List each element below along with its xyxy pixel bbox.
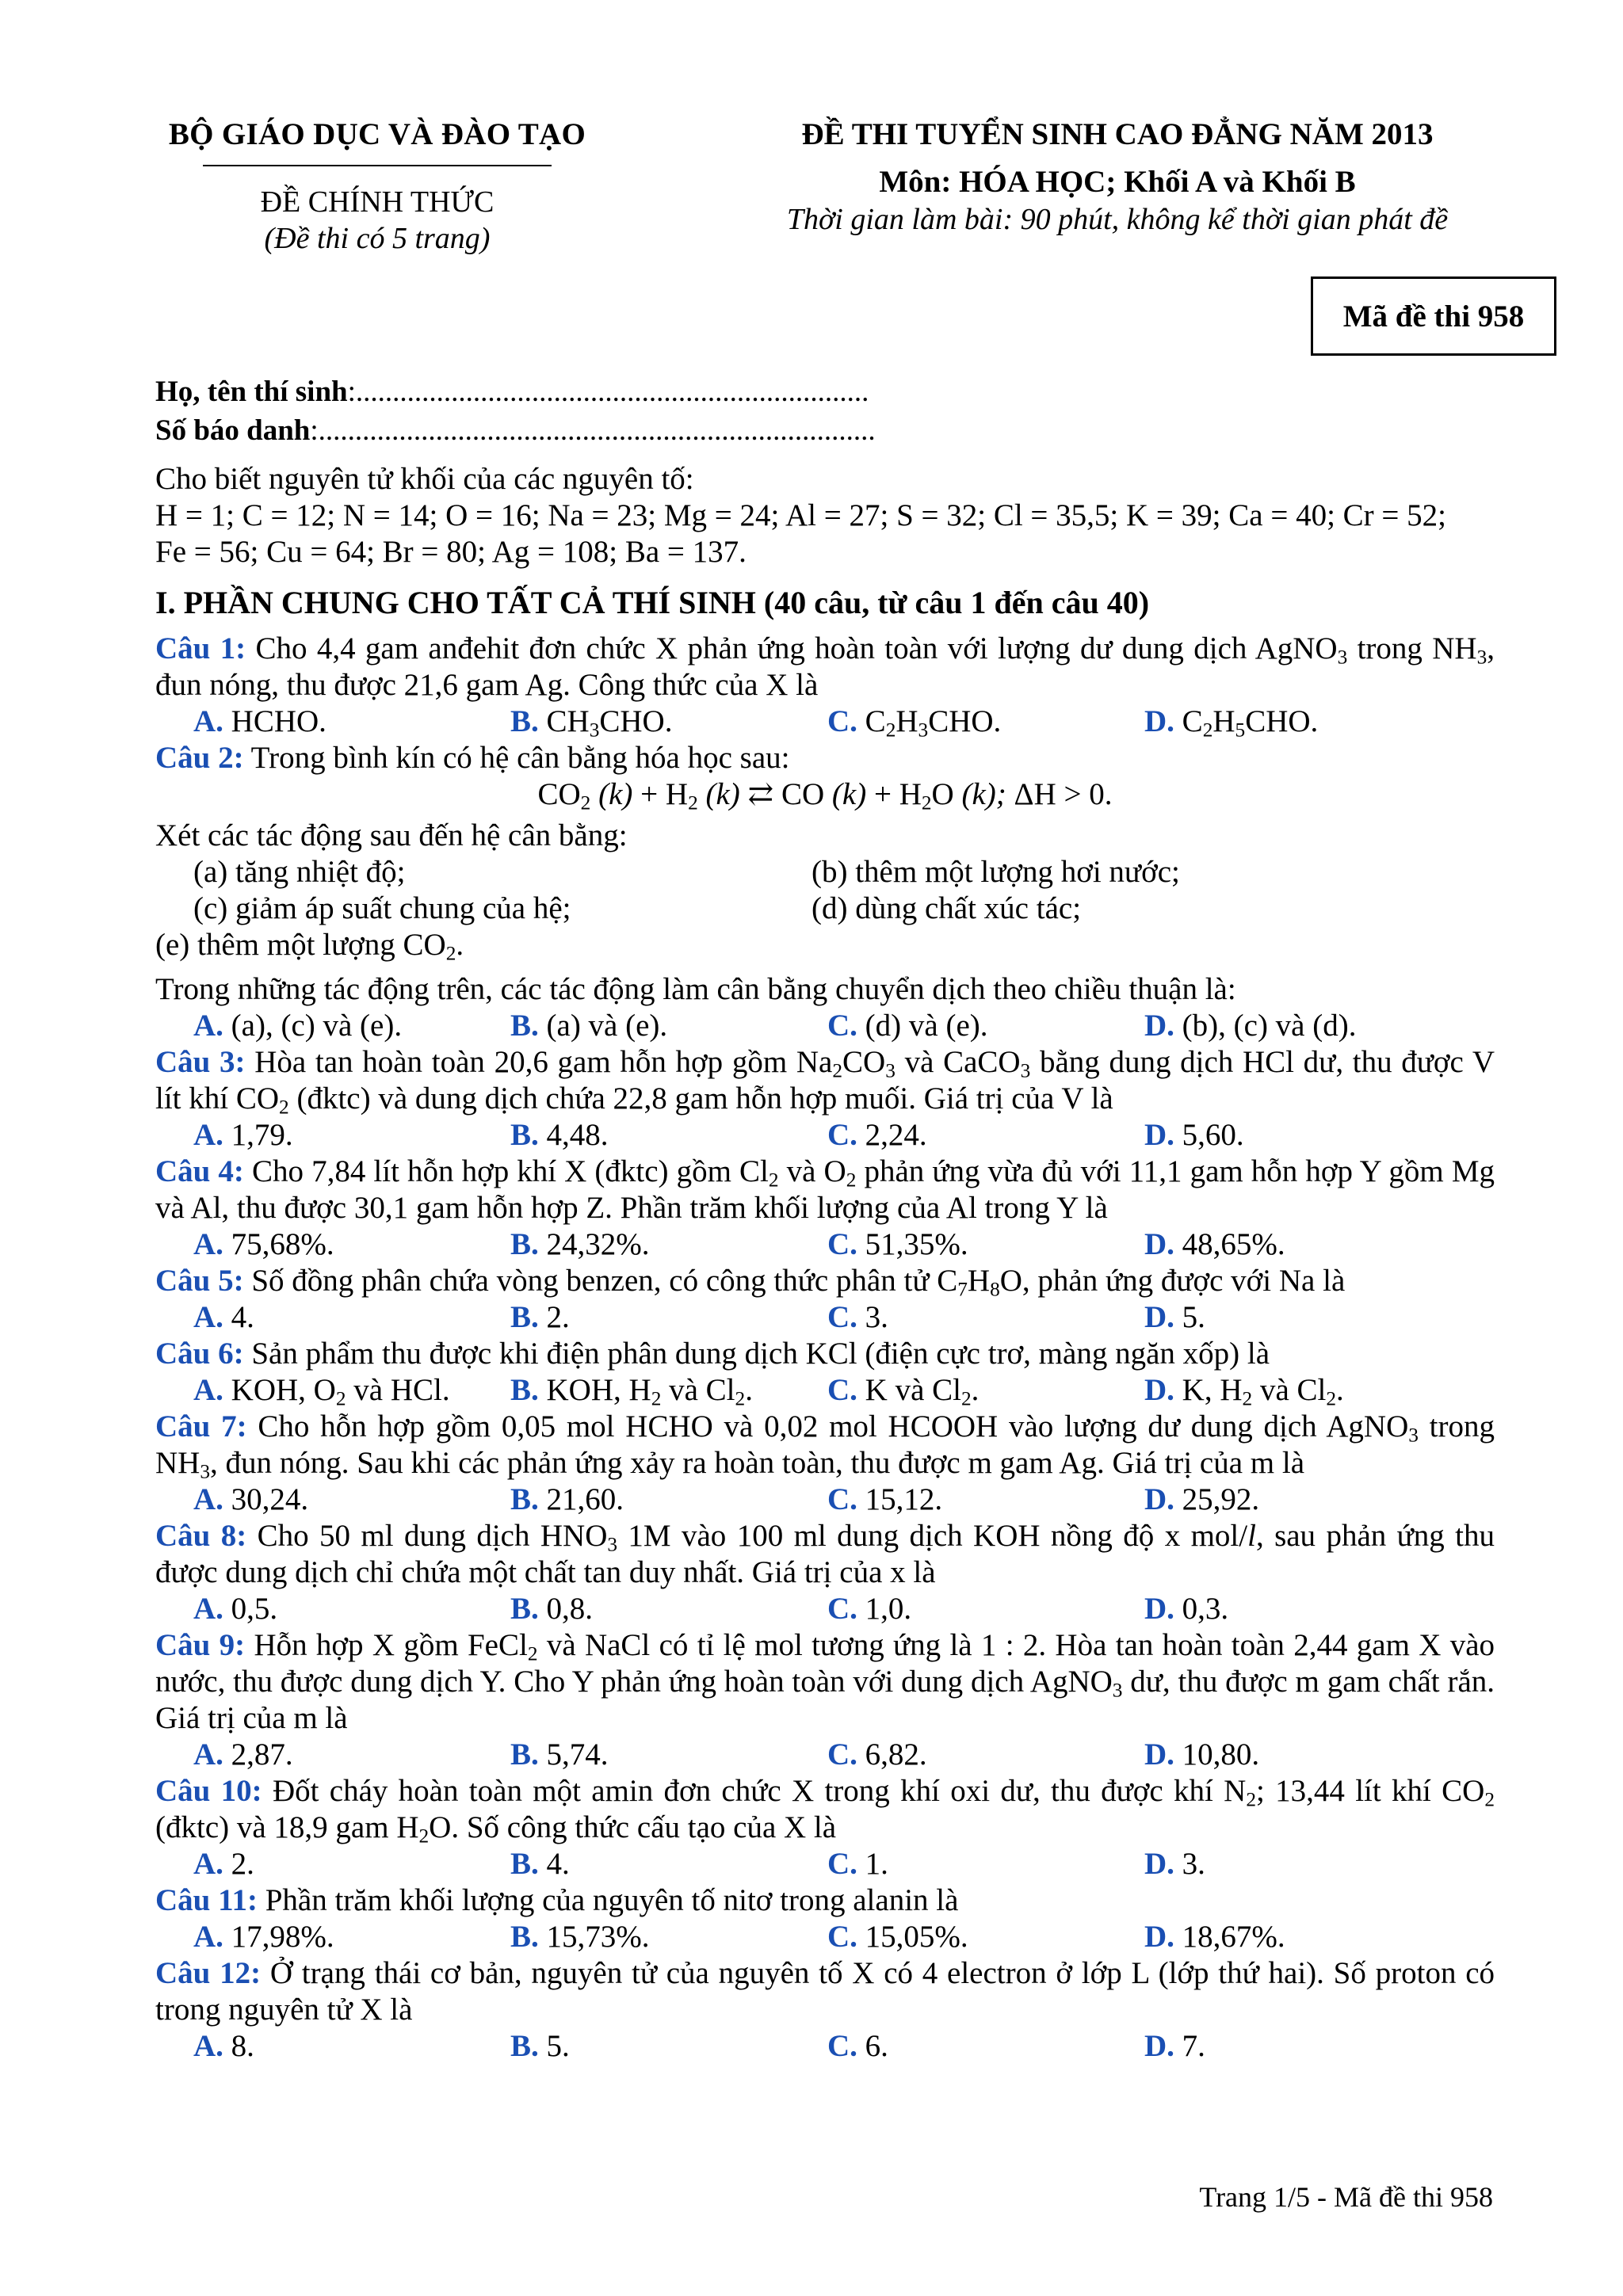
answer-options [193, 2028, 1495, 2065]
option-c[interactable]: C. 51,35%. [827, 1227, 968, 1261]
page-footer: Trang 1/5 - Mã đề thi 958 [1199, 2181, 1493, 2213]
factor-e: (e) thêm một lượng $CO_2$. [155, 928, 464, 965]
answer-options [193, 1117, 1495, 1154]
option-a[interactable]: A. 8. [193, 2029, 254, 2063]
question-4 [155, 1154, 1495, 1263]
question-number: Câu 4: [155, 1154, 244, 1188]
question-text: Câu 10: Đốt cháy hoàn toàn một amin đơn chức X trong khí oxi dư, thu được khí $N_2$; 13,44 lít khí $CO_2$ (đktc) và 18,9 gam $H_2O$. Số công thức cấu tạo của X là [155, 1774, 1495, 1848]
option-d[interactable]: D. 3. [1144, 1847, 1205, 1881]
question-text: Câu 3: Hòa tan hoàn toàn 20,6 gam hỗn hợp gồm $Na_2CO_3$ và CaCO$_3$ bằng dung dịch HCl dư, thu được V lít khí $CO_2$ (đktc) và dung dịch chứa 22,8 gam hỗn hợp muối. Giá trị của V là [155, 1045, 1495, 1119]
option-d[interactable]: D. $C_2H_5CHO$. [1144, 704, 1319, 742]
header-right [682, 116, 1553, 238]
option-b[interactable]: B. 5. [510, 2029, 570, 2063]
option-d[interactable]: D. (b), (c) và (d). [1144, 1009, 1357, 1043]
factor-row: (a) tăng nhiệt độ; (b) thêm một lượng hơi nước; [193, 855, 1180, 889]
answer-options [193, 1737, 1495, 1773]
question-number: Câu 3: [155, 1045, 246, 1079]
option-c[interactable]: C. 2,24. [827, 1118, 927, 1152]
question-text: Câu 2: Trong bình kín có hệ cân bằng hóa học sau: [155, 741, 790, 775]
option-c[interactable]: C. K và $Cl_2$. [827, 1373, 980, 1410]
option-b[interactable]: B. KOH, $H_2$ và $Cl_2$. [510, 1373, 753, 1410]
answer-options [193, 1372, 1495, 1409]
question-text: Câu 6: Sản phẩm thu được khi điện phân dung dịch KCl (điện cực trơ, màng ngăn xốp) là [155, 1337, 1270, 1371]
option-c[interactable]: C. (d) và (e). [827, 1009, 988, 1043]
question-ask: Trong những tác động trên, các tác động làm cân bằng chuyển dịch theo chiều thuận là: [155, 972, 1236, 1006]
option-d[interactable]: D. 5. [1144, 1300, 1205, 1334]
question-number: Câu 6: [155, 1337, 244, 1371]
atomic-mass-line-2: Fe = 56; Cu = 64; Br = 80; Ag = 108; Ba = 137. [155, 535, 747, 569]
exam-code-box: Mã đề thi 958 [1311, 277, 1556, 356]
option-c[interactable]: C. 6,82. [827, 1737, 927, 1772]
option-c[interactable]: C. 1. [827, 1847, 888, 1881]
pages-note: (Đề thi có 5 trang) [264, 222, 491, 255]
option-d[interactable]: D. K, $H_2$ và $Cl_2$. [1144, 1373, 1344, 1410]
option-d[interactable]: D. 10,80. [1144, 1737, 1260, 1772]
answer-options [193, 704, 1495, 740]
option-c[interactable]: C. 15,05%. [827, 1920, 968, 1954]
answer-options [193, 1591, 1495, 1627]
question-number: Câu 5: [155, 1264, 244, 1298]
exam-time: Thời gian làm bài: 90 phút, không kể thời gian phát đề [786, 203, 1449, 236]
option-b[interactable]: B. 24,32%. [510, 1227, 650, 1261]
option-d[interactable]: D. 0,3. [1144, 1592, 1229, 1626]
question-text: Câu 5: Số đồng phân chứa vòng benzen, có công thức phân tử $C_7H_8O$, phản ứng được với Na là [155, 1264, 1346, 1301]
candidate-info [155, 372, 876, 450]
question-1 [155, 631, 1495, 740]
answer-options [193, 1846, 1495, 1882]
option-a[interactable]: A. 30,24. [193, 1482, 309, 1516]
option-b[interactable]: B. 4. [510, 1847, 570, 1881]
option-c[interactable]: C. 3. [827, 1300, 888, 1334]
section-title: I. PHẦN CHUNG CHO TẤT CẢ THÍ SINH (40 câu, từ câu 1 đến câu 40) [155, 585, 1150, 620]
candidate-name-label: Họ, tên thí sinh [155, 376, 348, 408]
question-number: Câu 11: [155, 1883, 258, 1917]
option-b[interactable]: B. 2. [510, 1300, 570, 1334]
option-d[interactable]: D. 5,60. [1144, 1118, 1244, 1152]
option-d[interactable]: D. 18,67%. [1144, 1920, 1285, 1954]
option-d[interactable]: D. 25,92. [1144, 1482, 1260, 1516]
atomic-mass-intro: Cho biết nguyên tử khối của các nguyên tố: [155, 462, 694, 496]
option-b[interactable]: B. 15,73%. [510, 1920, 650, 1954]
option-c[interactable]: C. 15,12. [827, 1482, 943, 1516]
official-label: ĐỀ CHÍNH THỨC [260, 185, 495, 219]
candidate-id-label: Số báo danh [155, 414, 311, 447]
question-text: Câu 7: Cho hỗn hợp gồm 0,05 mol HCHO và 0,02 mol HCOOH vào lượng dư dung dịch AgNO$_3$ trong $NH_3$, đun nóng. Sau khi các phản ứng xảy ra hoàn toàn, thu được m gam Ag. Giá trị của m là [155, 1409, 1495, 1483]
answer-options [193, 1919, 1495, 1955]
exam-title: ĐỀ THI TUYỂN SINH CAO ĐẲNG NĂM 2013 [801, 117, 1434, 151]
option-b[interactable]: B. 5,74. [510, 1737, 609, 1772]
option-a[interactable]: A. HCHO. [193, 704, 327, 738]
question-number: Câu 1: [155, 631, 246, 666]
option-b[interactable]: B. 21,60. [510, 1482, 624, 1516]
answer-options [193, 1299, 1495, 1336]
question-3 [155, 1044, 1495, 1154]
option-a[interactable]: A. 2,87. [193, 1737, 293, 1772]
question-7 [155, 1409, 1495, 1518]
option-a[interactable]: A. 75,68%. [193, 1227, 334, 1261]
question-2 [155, 740, 1495, 1044]
option-a[interactable]: A. (a), (c) và (e). [193, 1009, 403, 1043]
equilibrium-equation: $CO_2$ $(k) + H_2$ (k) ⇄ CO $(k) + H_2O$ (k); ΔH > 0. [537, 777, 1113, 814]
option-d[interactable]: D. 7. [1144, 2029, 1205, 2063]
option-b[interactable]: B. 4,48. [510, 1118, 609, 1152]
question-number: Câu 8: [155, 1519, 247, 1553]
option-c[interactable]: C. 1,0. [827, 1592, 912, 1626]
option-a[interactable]: A. 4. [193, 1300, 254, 1334]
candidate-id-line [155, 411, 876, 450]
question-10 [155, 1773, 1495, 1882]
question-6 [155, 1336, 1495, 1409]
question-number: Câu 10: [155, 1774, 262, 1808]
factor-row: (c) giảm áp suất chung của hệ; (d) dùng chất xúc tác; [193, 891, 1082, 925]
option-a[interactable]: A. 0,5. [193, 1592, 278, 1626]
header-divider [203, 165, 552, 166]
consider-text: Xét các tác động sau đến hệ cân bằng: [155, 818, 628, 852]
question-5 [155, 1263, 1495, 1336]
question-number: Câu 12: [155, 1956, 262, 1990]
question-8 [155, 1518, 1495, 1627]
question-text: Câu 4: Cho 7,84 lít hỗn hợp khí X (đktc) gồm $Cl_2$ và $O_2$ phản ứng vừa đủ với 11,1 gam hỗn hợp Y gồm Mg và Al, thu được 30,1 gam hỗn hợp Z. Phần trăm khối lượng của Al trong Y là [155, 1154, 1495, 1225]
question-text: Câu 11: Phần trăm khối lượng của nguyên tố nitơ trong alanin là [155, 1883, 959, 1917]
option-d[interactable]: D. 48,65%. [1144, 1227, 1285, 1261]
option-b[interactable]: B. $CH_3CHO$. [510, 704, 673, 742]
question-text: Câu 9: Hỗn hợp X gồm FeCl$_2$ và NaCl có tỉ lệ mol tương ứng là 1 : 2. Hòa tan hoàn toàn 2,44 gam X vào nước, thu được dung dịch Y. Cho Y phản ứng hoàn toàn với dung dịch AgNO$_3$ dư, thu được m gam chất rắn. Giá trị của m là [155, 1628, 1495, 1735]
candidate-name-dots: :...................................................................... [347, 376, 869, 408]
question-12 [155, 1955, 1495, 2065]
option-a[interactable]: A. KOH, $O_2$ và HCl. [193, 1373, 450, 1410]
question-number: Câu 2: [155, 741, 244, 775]
option-b[interactable]: B. (a) và (e). [510, 1009, 668, 1043]
question-number: Câu 7: [155, 1409, 247, 1444]
equilibrium-arrows-icon: ⇄ [747, 777, 774, 811]
question-9 [155, 1627, 1495, 1773]
option-b[interactable]: B. 0,8. [510, 1592, 594, 1626]
option-a[interactable]: A. 2. [193, 1847, 254, 1881]
question-number: Câu 9: [155, 1628, 246, 1662]
candidate-id-dots: :............................................................................ [310, 414, 876, 447]
option-c[interactable]: C. $C_2H_3CHO$. [827, 704, 1002, 742]
exam-subject: Môn: HÓA HỌC; Khối A và Khối B [879, 165, 1356, 199]
option-c[interactable]: C. 6. [827, 2029, 888, 2063]
exam-content [155, 461, 1495, 2065]
atomic-mass-line-1: H = 1; C = 12; N = 14; O = 16; Na = 23; Mg = 24; Al = 27; S = 32; Cl = 35,5; K = 39; Ca = 40; Cr = 52; [155, 498, 1446, 532]
answer-options [193, 1008, 1495, 1044]
option-a[interactable]: A. 1,79. [193, 1118, 293, 1152]
candidate-name-line [155, 372, 876, 411]
ministry-name: BỘ GIÁO DỤC VÀ ĐÀO TẠO [168, 117, 586, 151]
answer-options [193, 1226, 1495, 1263]
question-11 [155, 1882, 1495, 1955]
option-a[interactable]: A. 17,98%. [193, 1920, 334, 1954]
question-text: Câu 1: Cho 4,4 gam anđehit đơn chức X phản ứng hoàn toàn với lượng dư dung dịch AgNO$_3$ trong $NH_3$, đun nóng, thu được 21,6 gam Ag. Công thức của X là [155, 631, 1495, 702]
answer-options [193, 1482, 1495, 1518]
header-left [155, 116, 599, 257]
question-text: Câu 12: Ở trạng thái cơ bản, nguyên tử của nguyên tố X có 4 electron ở lớp L (lớp thứ hai). Số proton có trong nguyên tử X là [155, 1956, 1495, 2027]
question-text: Câu 8: Cho 50 ml dung dịch $HNO_3$ 1M vào 100 ml dung dịch KOH nồng độ x mol/l, sau phản ứng thu được dung dịch chỉ chứa một chất tan duy nhất. Giá trị của x là [155, 1519, 1495, 1589]
